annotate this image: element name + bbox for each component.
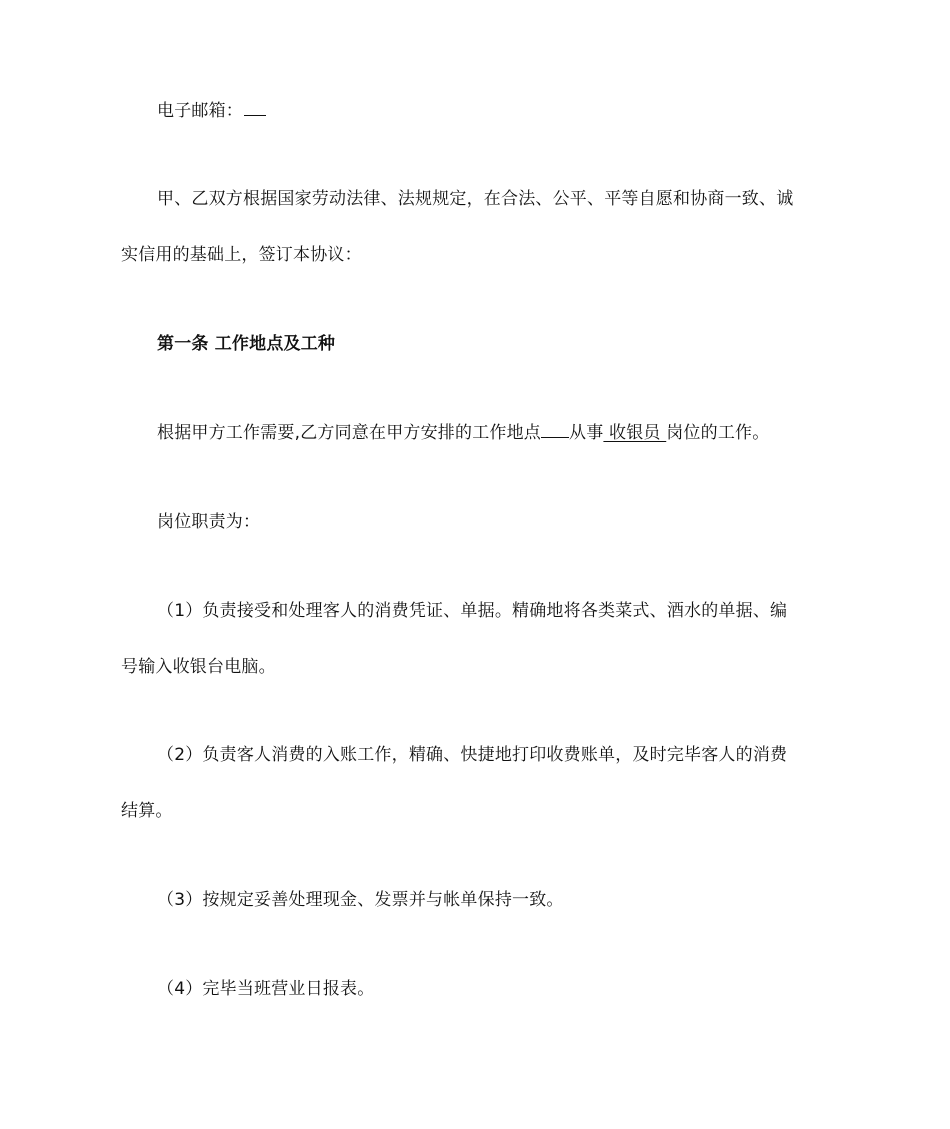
assignment-text-after: 岗位的工作。: [666, 423, 770, 443]
duties-label: 岗位职责为：: [157, 512, 261, 532]
duty-1-line-1: （1）负责接受和处理客人的消费凭证、单据。精确地将各类菜式、酒水的单据、编: [157, 601, 788, 621]
duty-3: （3）按规定妥善处理现金、发票并与帐单保持一致。: [157, 890, 564, 910]
email-label: 电子邮箱：: [157, 101, 243, 121]
duty-4: （4）完毕当班营业日报表。: [157, 979, 375, 999]
intro-line-1: 甲、乙双方根据国家劳动法律、法规规定，在合法、公平、平等自愿和协商一致、诚: [157, 189, 794, 209]
assignment-line: [157, 421, 769, 445]
duty-1-line-2: 号输入收银台电脑。: [121, 657, 276, 677]
email-blank: [244, 99, 266, 116]
assignment-text-between: 从事: [569, 423, 604, 443]
job-title: 收银员: [603, 423, 667, 443]
assignment-text-before: 根据甲方工作需要,乙方同意在甲方安排的工作地点: [157, 423, 542, 443]
workplace-blank: [541, 421, 569, 438]
intro-line-2: 实信用的基础上，签订本协议：: [121, 245, 362, 265]
duty-2-line-1: （2）负责客人消费的入账工作，精确、快捷地打印收费账单，及时完毕客人的消费: [157, 745, 788, 765]
email-line: [157, 99, 266, 123]
duty-2-line-2: 结算。: [121, 801, 173, 821]
article-1-heading: 第一条 工作地点及工种: [157, 334, 336, 354]
